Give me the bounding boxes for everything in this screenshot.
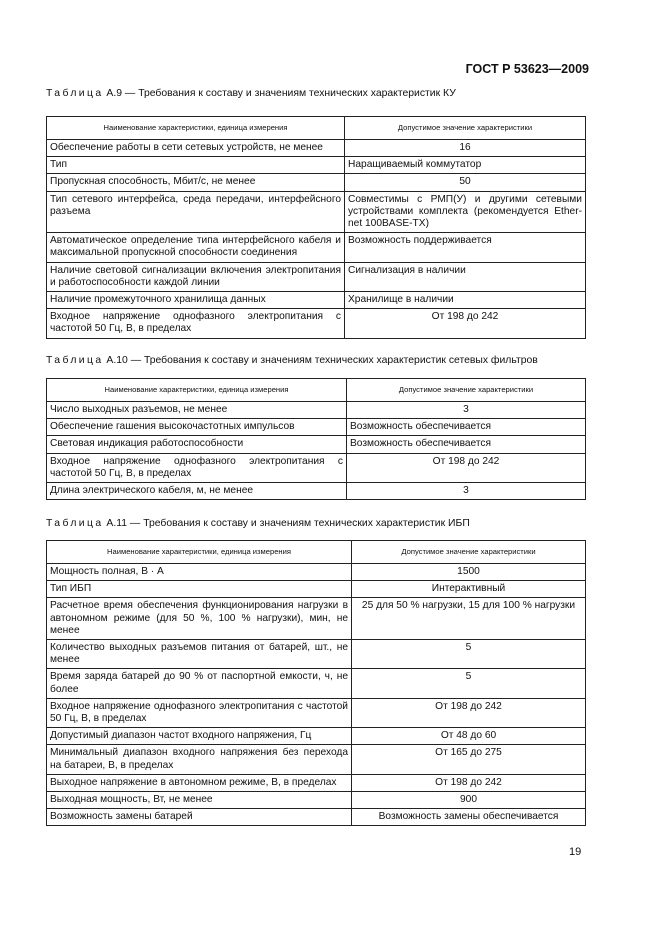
allowed-value-cell: Совместимы с РМП(У) и другими сетевыми устройствами комплекта (рекомендуется Ether-net 100BASE-TX) [345,191,586,233]
allowed-value-cell: Наращиваемый коммутатор [345,157,586,174]
allowed-value-cell: 50 [345,174,586,191]
allowed-value-cell: Возможность поддерживается [345,233,586,262]
characteristic-name-cell: Входное напряжение однофазного электропитания с частотой 50 Гц, В, в пределах [47,453,347,482]
table-a11-body [47,541,586,826]
table-row [47,745,586,774]
characteristic-name-cell: Обеспечение работы в сети сетевых устройств, не менее [47,140,345,157]
table-caption-text: А.11 — Требования к составу и значениям технических характеристик ИБП [103,518,470,529]
table-a9 [46,116,586,339]
table-row [47,233,586,262]
characteristic-name-cell: Минимальный диапазон входного напряжения без перехода на батареи, В, в пределах [47,745,352,774]
allowed-value-cell: Возможность замены обеспечивается [352,809,586,826]
table-row [47,640,586,669]
document-id: ГОСТ Р 53623—2009 [465,62,589,76]
column-header-value: Допустимое значение характеристики [345,117,586,140]
column-header-name: Наименование характеристики, единица измерения [47,117,345,140]
characteristic-name-cell: Выходное напряжение в автономном режиме, В, в пределах [47,774,352,791]
column-header-value: Допустимое значение характеристики [347,379,586,402]
table-row [47,191,586,233]
table-header-row [47,117,586,140]
table-row [47,581,586,598]
table-caption-a11 [46,518,470,529]
allowed-value-cell: Хранилище в наличии [345,292,586,309]
characteristic-name-cell: Наличие световой сигнализации включения электропитания и работоспособности каждой линии [47,262,345,291]
allowed-value-cell: Возможность обеспечивается [347,419,586,436]
table-row [47,292,586,309]
table-row [47,774,586,791]
characteristic-name-cell: Автоматическое определение типа интерфейсного кабеля и максимальной пропускной способности соединения [47,233,345,262]
allowed-value-cell: 16 [345,140,586,157]
table-row [47,262,586,291]
allowed-value-cell: 3 [347,402,586,419]
characteristic-name-cell: Пропускная способность, Мбит/с, не менее [47,174,345,191]
table-a10-body [47,379,586,500]
characteristic-name-cell: Число выходных разъемов, не менее [47,402,347,419]
table-row [47,669,586,698]
table-row [47,402,586,419]
table-caption-word: Таблица [46,518,104,529]
table-caption-a10 [46,355,538,366]
allowed-value-cell: От 165 до 275 [352,745,586,774]
table-row [47,792,586,809]
table-a11 [46,540,586,826]
characteristic-name-cell: Количество выходных разъемов питания от батарей, шт., не менее [47,640,352,669]
characteristic-name-cell: Обеспечение гашения высокочастотных импульсов [47,419,347,436]
allowed-value-cell: От 198 до 242 [345,309,586,338]
characteristic-name-cell: Возможность замены батарей [47,809,352,826]
allowed-value-cell: От 198 до 242 [352,698,586,727]
allowed-value-cell: 1500 [352,564,586,581]
table-row [47,564,586,581]
table-header-row [47,541,586,564]
allowed-value-cell: Сигнализация в наличии [345,262,586,291]
allowed-value-cell: Возможность обеспечивается [347,436,586,453]
characteristic-name-cell: Тип ИБП [47,581,352,598]
allowed-value-cell: 25 для 50 % нагрузки, 15 для 100 % нагрузки [352,598,586,640]
allowed-value-cell: 5 [352,640,586,669]
table-row [47,436,586,453]
table-row [47,809,586,826]
column-header-value: Допустимое значение характеристики [352,541,586,564]
table-row [47,140,586,157]
table-row [47,483,586,500]
table-row [47,698,586,727]
table-caption-a9 [46,88,456,99]
characteristic-name-cell: Наличие промежуточного хранилища данных [47,292,345,309]
table-row [47,309,586,338]
allowed-value-cell: От 198 до 242 [347,453,586,482]
allowed-value-cell: 3 [347,483,586,500]
characteristic-name-cell: Выходная мощность, Вт, не менее [47,792,352,809]
characteristic-name-cell: Входное напряжение однофазного электропитания с частотой 50 Гц, В, в пределах [47,309,345,338]
table-a10 [46,378,586,500]
characteristic-name-cell: Время заряда батарей до 90 % от паспортной емкости, ч, не более [47,669,352,698]
characteristic-name-cell: Тип сетевого интерфейса, среда передачи, интерфейсного разъема [47,191,345,233]
characteristic-name-cell: Длина электрического кабеля, м, не менее [47,483,347,500]
characteristic-name-cell: Мощность полная, В · А [47,564,352,581]
allowed-value-cell: 5 [352,669,586,698]
table-row [47,728,586,745]
allowed-value-cell: От 48 до 60 [352,728,586,745]
characteristic-name-cell: Расчетное время обеспечения функционирования нагрузки в автономном режиме (для 50 %, 100 % нагрузки), мин, не менее [47,598,352,640]
page-number: 19 [569,846,582,858]
table-caption-text: А.10 — Требования к составу и значениям технических характеристик сетевых фильтров [103,355,538,366]
table-header-row [47,379,586,402]
table-row [47,157,586,174]
column-header-name: Наименование характеристики, единица измерения [47,379,347,402]
table-row [47,598,586,640]
table-row [47,174,586,191]
characteristic-name-cell: Световая индикация работоспособности [47,436,347,453]
column-header-name: Наименование характеристики, единица измерения [47,541,352,564]
table-row [47,453,586,482]
table-caption-text: А.9 — Требования к составу и значениям технических характеристик КУ [103,88,456,99]
allowed-value-cell: 900 [352,792,586,809]
allowed-value-cell: Интерактивный [352,581,586,598]
table-caption-word: Таблица [46,88,104,99]
table-row [47,419,586,436]
characteristic-name-cell: Входное напряжение однофазного электропитания с частотой 50 Гц, В, в пределах [47,698,352,727]
characteristic-name-cell: Тип [47,157,345,174]
table-caption-word: Таблица [46,355,104,366]
allowed-value-cell: От 198 до 242 [352,774,586,791]
characteristic-name-cell: Допустимый диапазон частот входного напряжения, Гц [47,728,352,745]
table-a9-body [47,117,586,339]
